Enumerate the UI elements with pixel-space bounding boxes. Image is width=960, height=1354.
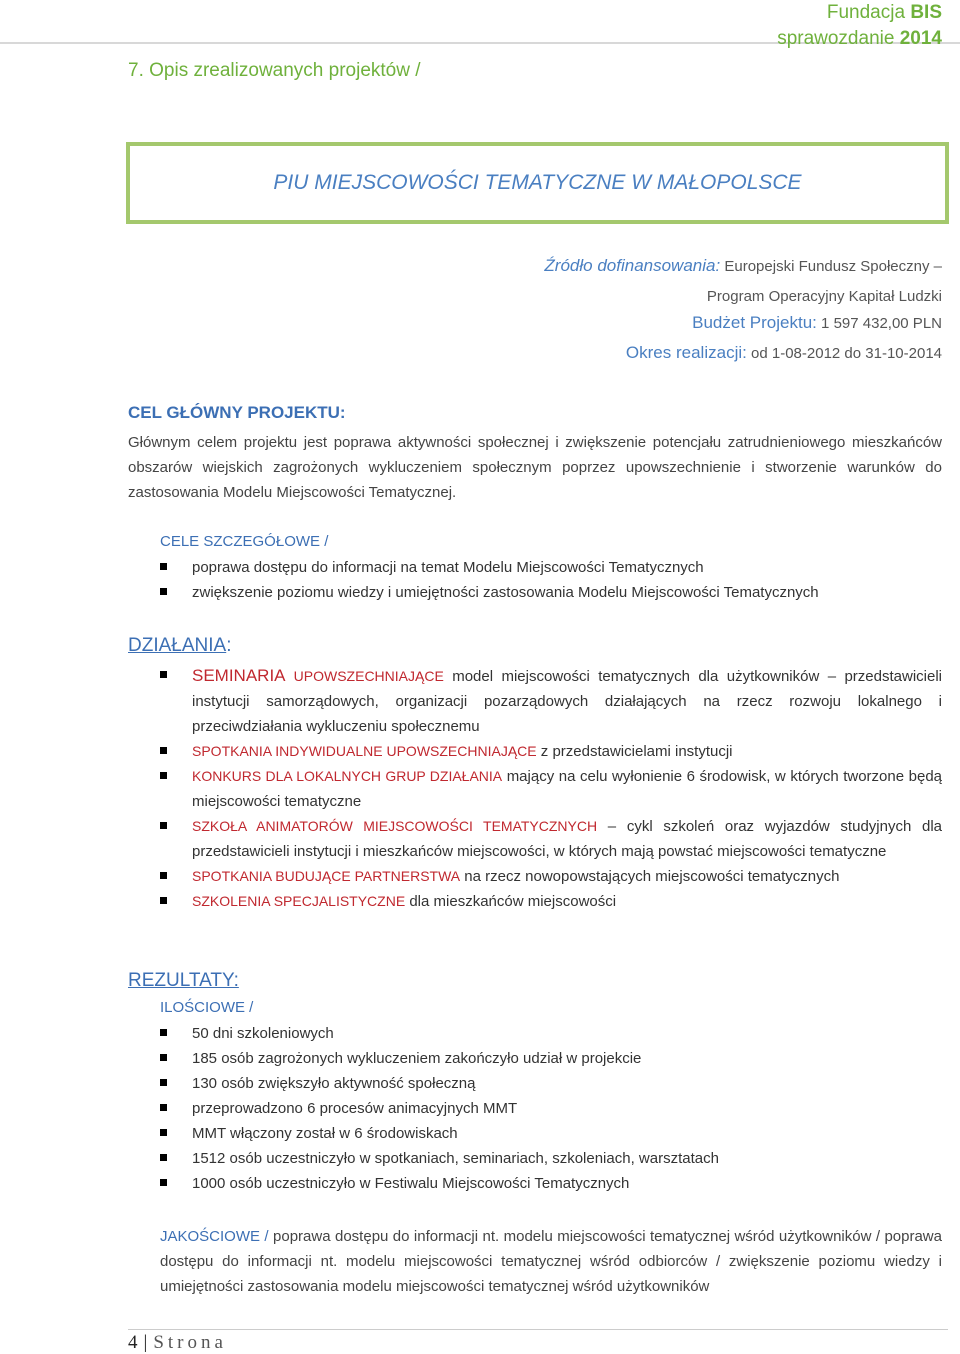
funding-source-value: Europejski Fundusz Społeczny –	[720, 258, 942, 275]
actions-heading-colon: :	[226, 635, 232, 656]
report-label: sprawozdanie	[777, 28, 900, 49]
funding-source	[544, 256, 942, 277]
specific-goals-heading: CELE SZCZEGÓŁOWE /	[160, 533, 329, 550]
main-goal-heading: CEL GŁÓWNY PROJEKTU:	[128, 403, 346, 422]
report-year: 2014	[899, 28, 942, 49]
brand-name: Fundacja	[826, 2, 911, 23]
list-item: 50 dni szkoleniowych	[160, 1021, 942, 1046]
action-text: na rzecz nowopowstających miejscowości tematycznych	[460, 868, 840, 885]
list-item: przeprowadzono 6 procesów animacyjnych MMT	[160, 1096, 942, 1121]
list-item	[160, 739, 942, 764]
list-item	[160, 814, 942, 864]
section-title: 7. Opis zrealizowanych projektów /	[128, 60, 421, 81]
actions-list	[160, 663, 942, 914]
budget	[692, 313, 942, 334]
list-item	[160, 889, 942, 914]
footer-page-word: Strona	[153, 1332, 227, 1353]
action-lead: SEMINARIA	[192, 666, 286, 685]
list-item: 185 osób zagrożonych wykluczeniem zakończyło udział w projekcie	[160, 1046, 942, 1071]
results-heading: REZULTATY:	[128, 970, 239, 991]
list-item: 1000 osób uczestniczyło w Festiwalu Miejscowości Tematycznych	[160, 1171, 942, 1196]
action-lead: SZKOLENIA SPECJALISTYCZNE	[192, 893, 406, 909]
qualitative-results	[160, 1224, 942, 1299]
list-item	[160, 663, 942, 739]
qualitative-label: JAKOŚCIOWE /	[160, 1228, 269, 1245]
action-text: – cykl szkoleń oraz wyjazdów studyjnych dla przedstawicieli instytucji i mieszkańców miejscowości, w których mają powstać miejscowości tematyczne	[192, 818, 943, 860]
list-item: MMT włączony został w 6 środowiskach	[160, 1121, 942, 1146]
list-item: poprawa dostępu do informacji na temat Modelu Miejscowości Tematycznych	[160, 555, 942, 580]
period-value: od 1-08-2012 do 31-10-2014	[746, 345, 942, 362]
main-goal-text: Głównym celem projektu jest poprawa aktywności społecznej i zwiększenie potencjału zatrudnieniowego mieszkańców obszarów wiejskich zagrożonych wykluczeniem społecznym poprzez upowszechnienie i stworzenie warunków do zastosowania Modelu Miejscowości Tematycznej.	[128, 434, 942, 501]
period	[626, 343, 942, 364]
funding-source-label: Źródło dofinansowania:	[544, 256, 721, 275]
budget-label: Budżet Projektu:	[692, 313, 817, 332]
action-lead: SPOTKANIA INDYWIDUALNE UPOWSZECHNIAJĄCE	[192, 743, 537, 759]
actions-heading-text: DZIAŁANIA	[128, 635, 227, 656]
list-item: 130 osób zwiększyło aktywność społeczną	[160, 1071, 942, 1096]
project-title: PIU MIEJSCOWOŚCI TEMATYCZNE W MAŁOPOLSCE	[273, 171, 802, 194]
action-text: dla mieszkańców miejscowości	[405, 893, 617, 910]
specific-goals-list	[160, 555, 942, 605]
action-lead: KONKURS DLA LOKALNYCH GRUP DZIAŁANIA	[192, 768, 503, 784]
actions-heading	[128, 635, 231, 657]
page-number: 4	[128, 1332, 138, 1353]
period-label: Okres realizacji:	[625, 343, 747, 362]
action-text: model miejscowości tematycznych dla użytkowników – przedstawicieli instytucji samorządowych, organizacji pozarządowych działających na rzecz rozwoju lokalnego i przeciwdziałania wykluczeniu społecznemu	[192, 668, 943, 735]
action-text: mający na celu wyłonienie 6 środowisk, w których tworzone będą miejscowości tematyczne	[192, 768, 942, 810]
list-item	[160, 764, 942, 814]
quantitative-results-list	[160, 1021, 942, 1196]
action-lead-secondary: UPOWSZECHNIAJĄCE	[285, 668, 444, 684]
action-text: z przedstawicielami instytucji	[536, 743, 733, 760]
brand-name-bold: BIS	[910, 2, 942, 23]
qualitative-text: poprawa dostępu do informacji nt. modelu miejscowości tematycznej wśród użytkowników / poprawa dostępu do informacji nt. modelu miejscowości tematycznej wśród odbiorców / zwiększenie poziomu wiedzy i umiejętności zastosowania modelu miejscowości tematycznej wśród użytkowników	[160, 1228, 942, 1295]
project-title-box	[126, 142, 949, 224]
page-footer	[128, 1332, 227, 1354]
budget-value: 1 597 432,00 PLN	[816, 315, 942, 332]
list-item: zwiększenie poziomu wiedzy i umiejętności zastosowania Modelu Miejscowości Tematycznych	[160, 580, 942, 605]
brand-header	[777, 0, 942, 52]
footer-rule	[128, 1329, 948, 1330]
funding-program: Program Operacyjny Kapitał Ludzki	[706, 288, 942, 305]
list-item	[160, 864, 942, 889]
list-item: 1512 osób uczestniczyło w spotkaniach, seminariach, szkoleniach, warsztatach	[160, 1146, 942, 1171]
action-lead: SPOTKANIA BUDUJĄCE PARTNERSTWA	[192, 868, 461, 884]
footer-separator: |	[143, 1332, 148, 1353]
quantitative-heading: ILOŚCIOWE /	[160, 999, 254, 1016]
action-lead: SZKOŁA ANIMATORÓW MIEJSCOWOŚCI TEMATYCZNYCH	[192, 818, 598, 834]
